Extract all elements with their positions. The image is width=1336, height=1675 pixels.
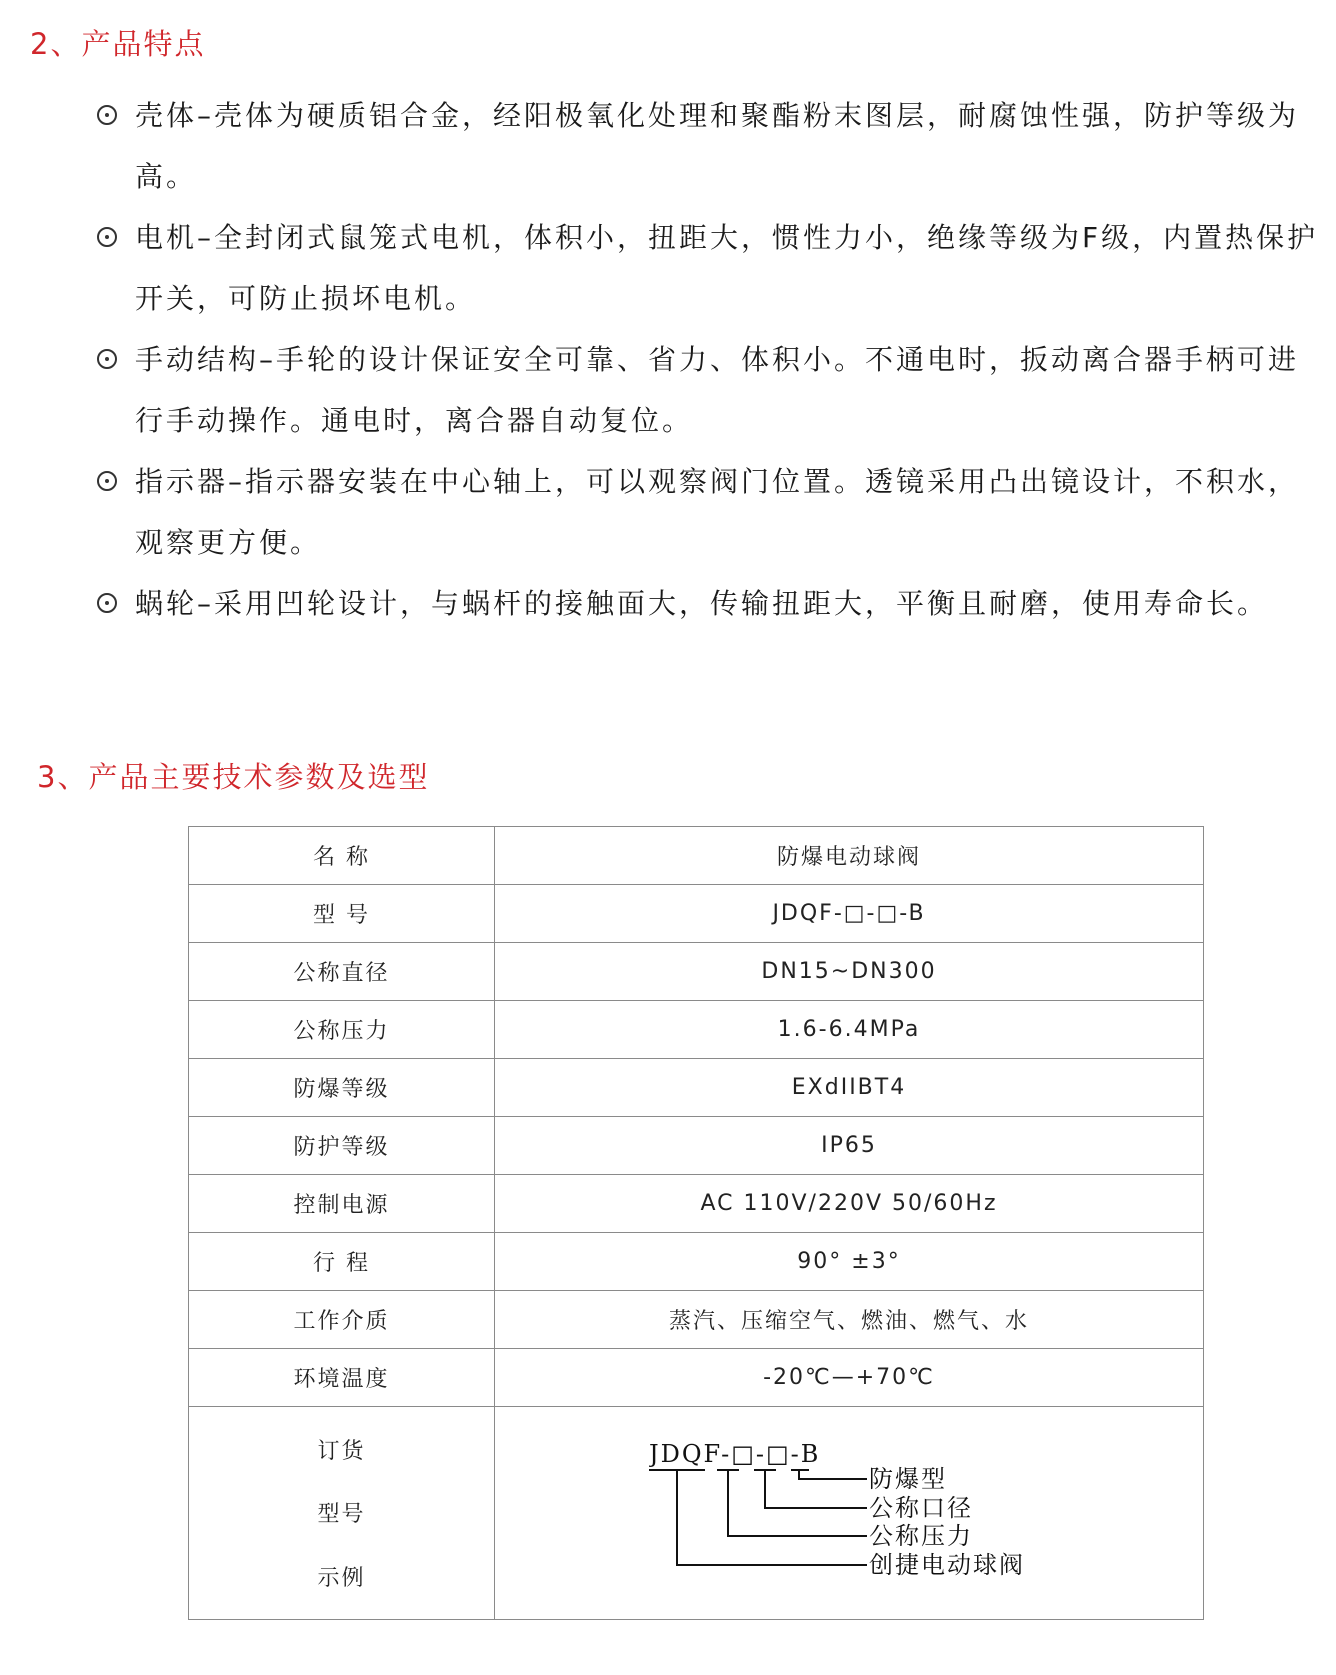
circle-bullet-icon <box>97 593 117 613</box>
order-example-label <box>189 1407 495 1620</box>
circle-bullet-icon <box>97 349 117 369</box>
table-row <box>189 1001 1204 1059</box>
order-label-line: 示例 <box>317 1565 366 1591</box>
row-label: 行 程 <box>189 1233 495 1291</box>
feature-text: 指示器–指示器安装在中心轴上，可以观察阀门位置。透镜采用凸出镜设计，不积水，观察更方便。 <box>135 465 1300 559</box>
table-row <box>189 1291 1204 1349</box>
order-example-row <box>189 1407 1204 1620</box>
row-label: 工作介质 <box>189 1291 495 1349</box>
order-label-line: 订货 <box>317 1439 366 1465</box>
row-value: DN15~DN300 <box>495 943 1204 1001</box>
feature-text: 手动结构–手轮的设计保证安全可靠、省力、体积小。不通电时，扳动离合器手柄可进行手动操作。通电时，离合器自动复位。 <box>135 343 1300 437</box>
row-label: 控制电源 <box>189 1175 495 1233</box>
feature-text: 电机–全封闭式鼠笼式电机，体积小，扭距大，惯性力小，绝缘等级为F级，内置热保护开关，可防止损坏电机。 <box>135 221 1319 315</box>
circle-bullet-icon <box>97 227 117 247</box>
section-3-title: 3、产品主要技术参数及选型 <box>37 760 430 794</box>
feature-text: 壳体–壳体为硬质铝合金，经阳极氧化处理和聚酯粉末图层，耐腐蚀性强，防护等级为高。 <box>135 99 1300 193</box>
feature-item <box>95 329 1325 451</box>
row-value: 90° ±3° <box>495 1233 1204 1291</box>
feature-item <box>95 451 1325 573</box>
feature-item <box>95 573 1325 634</box>
table-row <box>189 1059 1204 1117</box>
table-row <box>189 885 1204 943</box>
row-value: 蒸汽、压缩空气、燃油、燃气、水 <box>495 1291 1204 1349</box>
row-label: 型 号 <box>189 885 495 943</box>
leader-lines <box>649 1470 867 1565</box>
legend-label: 防爆型 <box>869 1465 947 1493</box>
row-value: JDQF-□-□-B <box>495 885 1204 943</box>
row-label: 名 称 <box>189 827 495 885</box>
feature-text: 蜗轮–采用凹轮设计，与蜗杆的接触面大，传输扭距大，平衡且耐磨，使用寿命长。 <box>135 587 1269 620</box>
table-row <box>189 1349 1204 1407</box>
spec-table <box>188 826 1204 1620</box>
table-row <box>189 827 1204 885</box>
table-row <box>189 1175 1204 1233</box>
legend-label: 创捷电动球阀 <box>869 1551 1025 1579</box>
row-value: AC 110V/220V 50/60Hz <box>495 1175 1204 1233</box>
row-value: IP65 <box>495 1117 1204 1175</box>
row-value: -20℃—+70℃ <box>495 1349 1204 1407</box>
row-value: 1.6-6.4MPa <box>495 1001 1204 1059</box>
circle-bullet-icon <box>97 471 117 491</box>
order-example-diagram-cell <box>495 1407 1204 1620</box>
model-code-text: JDQF-□-□-B <box>649 1440 821 1468</box>
row-label: 公称直径 <box>189 943 495 1001</box>
row-value: 防爆电动球阀 <box>495 827 1204 885</box>
row-label: 环境温度 <box>189 1349 495 1407</box>
table-row <box>189 1233 1204 1291</box>
circle-bullet-icon <box>97 105 117 125</box>
feature-item <box>95 85 1325 207</box>
row-label: 防护等级 <box>189 1117 495 1175</box>
row-label: 防爆等级 <box>189 1059 495 1117</box>
table-row <box>189 943 1204 1001</box>
row-label: 公称压力 <box>189 1001 495 1059</box>
order-label-line: 型号 <box>317 1502 366 1528</box>
feature-item <box>95 207 1325 329</box>
legend-label: 公称口径 <box>869 1494 973 1522</box>
feature-list <box>95 85 1325 634</box>
model-code-diagram <box>649 1438 1049 1588</box>
table-row <box>189 1117 1204 1175</box>
section-2-title: 2、产品特点 <box>30 27 206 61</box>
row-value: EXdIIBT4 <box>495 1059 1204 1117</box>
legend-label: 公称压力 <box>869 1522 973 1550</box>
